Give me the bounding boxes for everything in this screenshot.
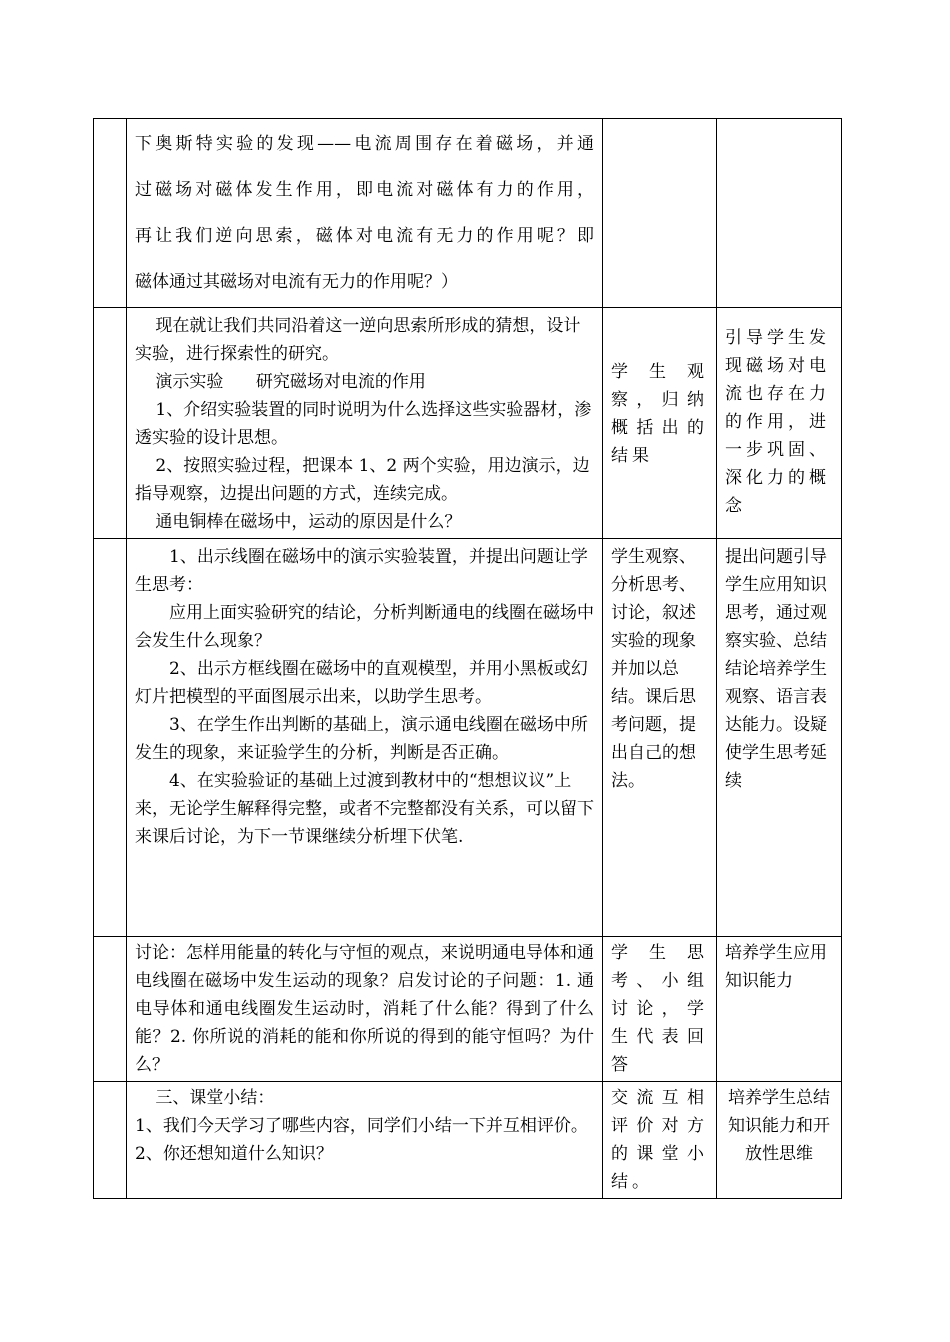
content-paragraph: 1、我们今天学习了哪些内容，同学们小结一下并互相评价。 [135,1116,588,1136]
content-cell [127,119,603,308]
lesson-plan-table [93,118,842,1199]
content-paragraph: 讨论：怎样用能量的转化与守恒的观点，来说明通电导体和通电线圈在磁场中发生运动的现象？启发讨论的子问题：1. 通电导体和通电线圈发生运动时，消耗了什么能？得到了什么能？2. 你所说的消耗的能和你所说的得到的能守恒吗？为什么？ [135,943,594,1075]
student-activity-text: 学生观察、分析思考、讨论，叙述实验的现象并加以总结。课后思考问题，提出自己的想法。 [611,547,696,791]
table-row [94,1082,842,1199]
content-cell [127,1082,603,1199]
student-activity-cell [603,308,717,539]
content-paragraph: 通电铜棒在磁场中，运动的原因是什么？ [155,512,462,532]
student-activity-text: 交流互相评价对方的课堂小结。 [611,1088,708,1192]
row-label-cell [94,1082,127,1199]
row-label-cell [94,937,127,1082]
content-paragraph: 三、课堂小结： [155,1088,275,1108]
content-cell [127,937,603,1082]
content-paragraph: 2、出示方框线圈在磁场中的直观模型，并用小黑板或幻灯片把模型的平面图展示出来，以助学生思考。 [135,659,588,707]
row-label-cell [94,539,127,937]
design-intent-cell [717,119,842,308]
student-activity-text: 学生思考、小组讨论，学生代表回答 [611,943,708,1075]
student-activity-cell [603,937,717,1082]
content-paragraph: 1、介绍实验装置的同时说明为什么选择这些实验器材，渗透实验的设计思想。 [135,400,592,448]
content-paragraph: 2、你还想知道什么知识？ [135,1144,333,1164]
design-intent-text: 引导学生发现磁场对电流也存在力的作用，进一步巩固、深化力的概念 [725,328,830,516]
design-intent-cell [717,1082,842,1199]
design-intent-cell [717,308,842,539]
table-row [94,119,842,308]
content-line: 下奥斯特实验的发现——电流周围存在着磁场，并通 [135,134,594,154]
student-activity-cell [603,119,717,308]
design-intent-text: 培养学生应用知识能力 [725,943,827,991]
row-label-cell [94,119,127,308]
content-paragraph: 4、在实验验证的基础上过渡到教材中的“想想议议”上来，无论学生解释得完整，或者不完整都没有关系，可以留下来课后讨论，为下一节课继续分析埋下伏笔. [135,771,594,847]
row-label-cell [94,308,127,539]
content-paragraph: 2、按照实验过程，把课本 1、2 两个实验，用边演示，边指导观察，边提出问题的方式，连续完成。 [135,456,590,504]
design-intent-text: 培养学生总结知识能力和开放性思维 [728,1088,830,1164]
design-intent-cell [717,937,842,1082]
design-intent-text: 提出问题引导学生应用知识思考，通过观察实验、总结结论培养学生观察、语言表达能力。设疑使学生思考延续 [725,547,827,791]
student-activity-cell [603,539,717,937]
content-cell [127,539,603,937]
content-paragraph: 1、出示线圈在磁场中的演示实验装置，并提出问题让学生思考： [135,547,588,595]
table-row [94,308,842,539]
content-line: 过磁场对磁体发生作用，即电流对磁体有力的作用， [135,180,594,200]
table-row [94,937,842,1082]
student-activity-cell [603,1082,717,1199]
content-paragraph: 3、在学生作出判断的基础上，演示通电线圈在磁场中所发生的现象，来证验学生的分析，判断是否正确。 [135,715,588,763]
design-intent-cell [717,539,842,937]
content-cell [127,308,603,539]
content-paragraph: 现在就让我们共同沿着这一逆向思索所形成的猜想，设计实验，进行探索性的研究。 [135,316,581,364]
student-activity-text: 学生观察，归纳概括出的结果 [611,362,708,466]
content-line: 再让我们逆向思索，磁体对电流有无力的作用呢？即 [135,226,594,246]
content-paragraph: 应用上面实验研究的结论，分析判断通电的线圈在磁场中会发生什么现象？ [135,603,594,651]
content-line: 磁体通过其磁场对电流有无力的作用呢？） [135,272,458,292]
content-paragraph: 演示实验 研究磁场对电流的作用 [155,372,426,392]
table-row [94,539,842,937]
